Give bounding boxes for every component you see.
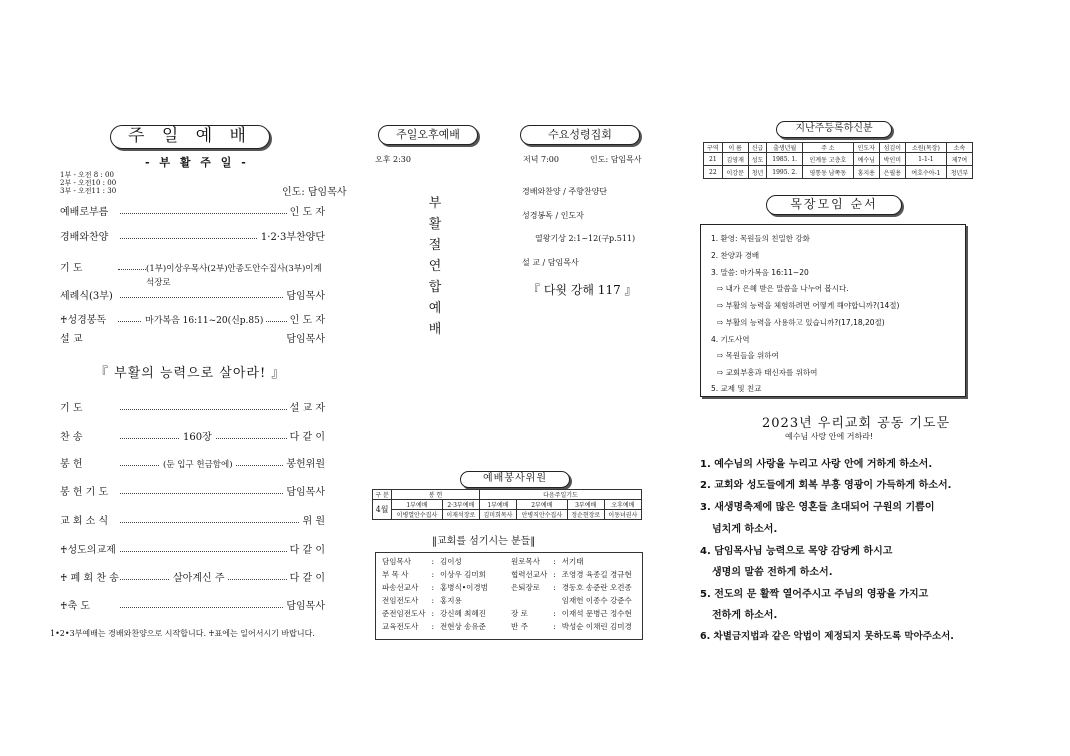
table-row: 파송선교사 : 홍병식•이경범	[379, 581, 491, 594]
sunday-service-subtitle: - 부 활 주 일 -	[145, 156, 249, 169]
staff-right-table	[508, 555, 635, 633]
table-cell: 주 소	[802, 143, 853, 153]
cell-item: ⇨ 부활의 능력을 사용하고 있습니까?(17,18,20절)	[717, 318, 885, 327]
table-cell: 소원(목장)	[905, 143, 946, 153]
table-cell: 1부예배	[479, 500, 516, 510]
staff-names: 강신혜 최혜진	[440, 609, 486, 618]
prayer-title: 2023년 우리교회 공동 기도문	[762, 416, 951, 431]
volunteers-title: 예배봉사위원	[483, 473, 547, 484]
order-label: ♰ 폐 회 찬 송	[60, 573, 119, 584]
table-row	[704, 143, 973, 153]
order-row	[60, 431, 325, 445]
staff-names: 홍병식•이경범	[440, 583, 488, 592]
order-row	[60, 290, 325, 304]
afternoon-service-time: 오후 2:30	[375, 155, 411, 164]
prayer-line: 1. 예수님의 사랑을 누리고 사랑 안에 거하게 하소서.	[700, 459, 933, 470]
table-row: 부 목 사 : 이상우 김미희	[379, 568, 491, 581]
table-cell: 봉 헌	[392, 490, 480, 500]
cell-item: 3. 말씀: 마가복음 16:11~20	[711, 268, 809, 277]
order-right: 다 같 이	[287, 431, 325, 445]
cell-item: 5. 교제 및 친교	[711, 384, 762, 393]
order-row	[60, 231, 325, 245]
afternoon-service-title-box	[378, 125, 478, 145]
order-right: 담임목사	[283, 600, 325, 614]
table-row	[373, 510, 642, 520]
order-mid: 마가복음 16:11~20(신p.85)	[142, 314, 266, 328]
table-cell: 섬김이	[879, 143, 905, 153]
table-row: 전임전도사 : 홍지용	[379, 594, 491, 607]
table-cell: 이 름	[722, 143, 748, 153]
order-right: 담임목사	[283, 290, 325, 304]
order-of-service-2	[60, 402, 325, 612]
order-label: 예배로부름	[60, 207, 109, 218]
staff-role: 원로목사	[511, 557, 540, 566]
order-row	[60, 544, 325, 558]
staff-role: 반 주	[511, 622, 528, 631]
table-cell: 예수님	[853, 153, 879, 166]
service-times	[60, 171, 116, 195]
sunday-service-title-box	[110, 125, 270, 149]
wednesday-item: 설 교 / 담임목사	[522, 258, 579, 267]
order-label: 봉 헌	[60, 459, 83, 470]
staff-names: 조영경 육종길 경규현	[561, 570, 632, 579]
order-label: ♰성도의교제	[60, 545, 116, 556]
order-right: 인 도 자	[287, 206, 325, 220]
service-leader: 인도: 담임목사	[282, 187, 347, 198]
wednesday-item: 성경봉독 / 인도자	[522, 211, 584, 220]
staff-role: 장 로	[511, 609, 528, 618]
wednesday-service-title: 수요성령집회	[548, 128, 612, 141]
order-right: 봉헌위원	[283, 458, 325, 472]
order-row	[60, 333, 325, 347]
service-time-3: 3부 - 오전11 : 30	[60, 187, 117, 195]
prayer-line: 6. 차별금지법과 같은 악법이 제정되지 못하도록 막아주소서.	[700, 631, 954, 642]
wednesday-item: 열왕기상 2:1~12(구p.511)	[535, 234, 636, 243]
order-row	[60, 206, 325, 220]
table-cell: 1995. 2.	[767, 166, 803, 179]
wednesday-sermon: 『 다윗 강해 117 』	[528, 283, 637, 297]
table-cell: 정순현장로	[567, 510, 604, 520]
staff-names: 서기태	[561, 557, 584, 566]
table-row: 협력선교사 : 조영경 육종길 경규현	[508, 568, 635, 581]
order-right: 인 도 자	[287, 314, 325, 328]
table-row: 반 주 : 박성순 이채린 김미경	[508, 620, 635, 633]
order-label: 찬 송	[60, 432, 83, 443]
cell-meeting-box	[700, 224, 966, 397]
staff-names: 경동호 송준란 오견종	[561, 583, 632, 592]
order-row	[60, 458, 325, 472]
table-row: 원로목사 : 서기태	[508, 555, 635, 568]
table-cell: 김영재	[722, 153, 748, 166]
volunteers-table	[372, 489, 642, 520]
staff-names: 홍지용	[440, 596, 462, 605]
table-cell: 이동녀권사	[604, 510, 641, 520]
table-cell: 홍지용	[853, 166, 879, 179]
order-label: 기 도	[60, 263, 83, 274]
prayer-line: 생명의 말씀 전하게 하소서.	[712, 567, 833, 578]
cell-meeting-title-box	[766, 195, 902, 215]
cell-item: 1. 환영: 목원들의 친밀한 강화	[711, 234, 810, 243]
cell-item: 2. 찬양과 경배	[711, 251, 760, 260]
staff-names: 김이성	[440, 557, 462, 566]
order-right: 담임목사	[283, 333, 325, 347]
order-right: 설 교 자	[287, 402, 325, 416]
order-mid: 살아계신 주	[170, 572, 227, 586]
staff-role: 파송선교사	[382, 583, 419, 592]
staff-role: 부 목 사	[382, 570, 409, 579]
table-row	[704, 166, 973, 179]
table-cell: 출생년월	[767, 143, 803, 153]
new-members-table	[703, 142, 973, 179]
cell-item: ⇨ 목원들을 위하여	[717, 351, 779, 360]
volunteers-title-box	[460, 471, 570, 488]
staff-role: 협력선교사	[511, 570, 548, 579]
cell-item: ⇨ 내가 은혜 받은 말씀을 나누어 봅시다.	[717, 284, 849, 293]
table-cell: 22	[704, 166, 723, 179]
order-right: 다 같 이	[287, 572, 325, 586]
cell-item: 4. 기도사역	[711, 335, 750, 344]
table-cell: 2부예배	[517, 500, 568, 510]
afternoon-service-title: 주일오후예배	[396, 128, 460, 141]
table-row: 교육전도사 : 전현상 송유준	[379, 620, 491, 633]
table-cell: 3부예배	[567, 500, 604, 510]
table-cell: 이강문	[722, 166, 748, 179]
vertical-title	[425, 193, 445, 340]
prayer-line: 3. 새생명축제에 많은 영혼들 초대되어 구원의 기쁨이	[700, 502, 935, 513]
table-cell: 21	[704, 153, 723, 166]
order-of-service-1	[60, 206, 325, 346]
cell-meeting-title: 목장모임 순서	[790, 197, 878, 211]
table-cell: 다음주일기도	[479, 490, 641, 500]
table-cell: 김미희목사	[479, 510, 516, 520]
table-cell: 박인미	[879, 153, 905, 166]
staff-names: 전현상 송유준	[440, 622, 486, 631]
table-cell: 청년부	[946, 166, 972, 179]
order-right: 1·2·3부찬양단	[258, 231, 325, 245]
order-label: ♰축 도	[60, 601, 90, 612]
table-row	[704, 153, 973, 166]
table-cell: 이재석장로	[442, 510, 479, 520]
order-label: 기 도	[60, 403, 83, 414]
table-cell: 안병직안수집사	[517, 510, 568, 520]
prayer-line: 넘치게 하소서.	[712, 524, 778, 535]
staff-role: 전임전도사	[382, 596, 419, 605]
table-cell: 성도	[748, 153, 767, 166]
order-row	[60, 572, 325, 586]
staff-role	[508, 594, 550, 607]
vertical-char: 배	[428, 322, 442, 337]
table-cell: 구 분	[373, 490, 392, 500]
order-mid: 160장	[180, 431, 215, 445]
order-label: 세례식(3부)	[60, 291, 113, 302]
order-row	[60, 314, 325, 328]
prayer-subtitle: 예수님 사랑 안에 거하라!	[785, 432, 874, 441]
table-cell: 이병열안수집사	[392, 510, 443, 520]
service-time-1: 1부 - 오전 8 : 00	[60, 171, 114, 179]
table-row	[373, 500, 642, 510]
order-row	[60, 486, 325, 500]
table-cell: 은필용	[879, 166, 905, 179]
table-cell: 여호수아-1	[905, 166, 946, 179]
table-row: 은퇴장로 : 경동호 송준란 오견종	[508, 581, 635, 594]
staff-box	[375, 552, 643, 640]
order-label: 봉 헌 기 도	[60, 487, 109, 498]
order-row	[60, 600, 325, 614]
table-row: 담임목사 : 김이성	[379, 555, 491, 568]
order-label: 경배와찬양	[60, 232, 109, 243]
order-right: 위 원	[300, 515, 326, 529]
table-cell: 1부예배	[392, 500, 443, 510]
new-members-title: 지난주등록하신분	[795, 123, 873, 134]
staff-role: 교육전도사	[382, 622, 419, 631]
staff-left-table	[379, 555, 491, 633]
wednesday-service-title-box	[520, 125, 640, 145]
vertical-char: 활	[428, 217, 442, 232]
order-right: 담임목사	[283, 486, 325, 500]
table-row: 장 로 : 이재석 문병근 정수현	[508, 607, 635, 620]
order-row	[60, 262, 325, 288]
staff-title: ‖교회를 섬기시는 분들‖	[432, 536, 536, 547]
order-label: ♰성경봉독	[60, 315, 107, 326]
table-row: 준전임전도사 : 강신혜 최혜진	[379, 607, 491, 620]
table-row	[373, 490, 642, 500]
vertical-char: 부	[428, 196, 442, 211]
staff-names: 이상우 김미희	[440, 570, 486, 579]
order-label: 설 교	[60, 334, 83, 345]
vertical-char: 합	[428, 280, 442, 295]
table-cell: 신급	[748, 143, 767, 153]
cell-item: ⇨ 교회부흥과 태신자를 위하여	[717, 368, 818, 377]
prayer-line: 4. 담임목사님 능력으로 목양 감당케 하시고	[700, 546, 893, 557]
service-time-2: 2부 - 오전10 : 00	[60, 179, 117, 187]
wednesday-time: 저녁 7:00	[523, 155, 559, 164]
wednesday-leader: 인도: 담임목사	[590, 155, 642, 164]
staff-role: 은퇴장로	[511, 583, 540, 592]
table-row	[508, 594, 635, 607]
table-cell: 1985. 1.	[767, 153, 803, 166]
order-right: 다 같 이	[287, 544, 325, 558]
vertical-char: 절	[428, 238, 442, 253]
vertical-char: 연	[428, 259, 442, 274]
table-cell: 2·3부예배	[442, 500, 479, 510]
staff-role: 준전임전도사	[382, 609, 426, 618]
new-members-title-box	[776, 121, 892, 138]
prayer-line: 5. 전도의 문 활짝 열어주시고 주님의 영광을 가지고	[700, 589, 929, 600]
table-cell: 소속	[946, 143, 972, 153]
order-mid: (1부)이상우목사(2부)안종도안수집사(3부)이계석장로	[146, 262, 325, 290]
prayer-line: 전하게 하소서.	[712, 610, 778, 621]
sunday-service-title: 주 일 예 배	[128, 126, 252, 146]
order-label: 교 회 소 식	[60, 516, 109, 527]
order-mid: (둔 입구 헌금함에)	[160, 458, 236, 472]
sermon-title: 『 부활의 능력으로 살아라! 』	[95, 366, 286, 381]
table-cell: 오후예배	[604, 500, 641, 510]
cell-item: ⇨ 부활의 능력을 체험하려면 어떻게 해야합니까?(14절)	[717, 301, 900, 310]
table-cell: 4월	[373, 500, 392, 520]
prayer-line: 2. 교회와 성도들에게 회복 부흥 영광이 가득하게 하소서.	[700, 480, 952, 491]
table-cell: 영통동 남쪽동	[802, 166, 853, 179]
staff-names: 박성순 이채린 김미경	[561, 622, 632, 631]
staff-names: 임재헌 이종수 강준수	[561, 596, 632, 605]
order-row	[60, 515, 325, 529]
prayer-list	[700, 455, 1020, 645]
footnote: 1•2•3부예배는 경배와찬양으로 시작합니다. ♰표에는 일어서시기 바랍니다.	[50, 629, 315, 638]
staff-names: 이재석 문병근 정수현	[561, 609, 632, 618]
table-cell: 인계동 고층호	[802, 153, 853, 166]
table-cell: 청년	[748, 166, 767, 179]
table-cell: 1-1-1	[905, 153, 946, 166]
table-cell: 구역	[704, 143, 723, 153]
table-cell: 제7여	[946, 153, 972, 166]
staff-role: 담임목사	[382, 557, 411, 566]
table-cell: 인도자	[853, 143, 879, 153]
vertical-char: 예	[428, 301, 442, 316]
wednesday-item: 경배와찬양 / 주향찬양단	[522, 187, 608, 196]
order-row	[60, 402, 325, 416]
